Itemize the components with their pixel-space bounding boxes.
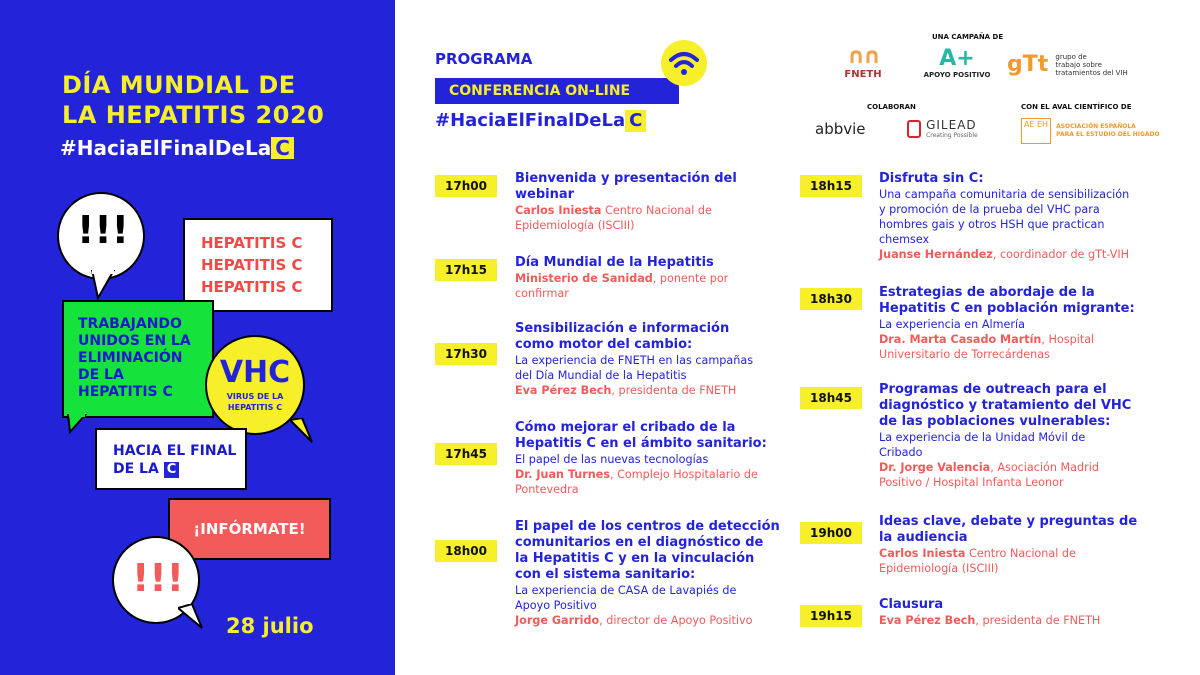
session-speaker: Jorge Garrido, director de Apoyo Positivo (515, 614, 753, 627)
session-speaker: Dra. Marta Casado Martín, Hospital Universitario de Torrecárdenas (879, 333, 1095, 361)
bubble-tail-icon (88, 270, 118, 300)
title-line-2: LA HEPATITIS 2020 (62, 101, 325, 129)
aeeh-text: ASOCIACIÓN ESPAÑOLA (1056, 123, 1136, 130)
session-time: 17h30 (435, 343, 497, 365)
session-time: 18h15 (800, 175, 862, 197)
programa-label: PROGRAMA (435, 50, 533, 68)
gtt-text: tratamientos del VIH (1055, 68, 1128, 77)
session-item (879, 285, 1169, 362)
session-item (515, 519, 790, 628)
hepatitis-c-line: HEPATITIS C (201, 278, 303, 296)
exclaim-bubble-top (57, 192, 145, 280)
session-title: Día Mundial de la Hepatitis (515, 255, 714, 270)
vhc-sub-line: VIRUS DE LA (226, 392, 284, 401)
hacia-final-card (95, 428, 247, 490)
bubble-tail-icon (178, 604, 204, 630)
session-time: 17h00 (435, 175, 497, 197)
hashtag-program-text: #HaciaElFinalDeLa (435, 110, 626, 131)
aeeh-text: PARA EL ESTUDIO DEL HÍGADO (1056, 131, 1160, 138)
gtt-text: grupo de (1055, 52, 1087, 61)
hacia-line-2: DE LA (113, 461, 159, 477)
session-title: Sensibilización e información como motor del cambio: (515, 321, 730, 352)
session-speaker: Dr. Jorge Valencia, Asociación Madrid Positivo / Hospital Infanta Leonor (879, 461, 1099, 489)
gilead-logo (907, 118, 978, 139)
gilead-mark-icon (907, 120, 921, 138)
session-time: 19h15 (800, 605, 862, 627)
gtt-text: trabajo sobre (1055, 60, 1102, 69)
session-title: Programas de outreach para el diagnóstico y tratamiento del VHC de las poblaciones vulnerables: (879, 382, 1132, 429)
session-item (515, 255, 780, 301)
session-item (879, 171, 1169, 262)
session-desc: La experiencia de FNETH en las campañas del Día Mundial de la Hepatitis (515, 354, 754, 382)
right-panel (395, 0, 1200, 675)
hashtag (60, 136, 294, 160)
session-title: Estrategias de abordaje de la Hepatitis C en población migrante: (879, 285, 1135, 316)
session-title: Disfruta sin C: (879, 171, 984, 186)
hacia-c: C (164, 462, 180, 478)
hepatitis-c-card (183, 218, 333, 312)
hashtag-program-c: C (625, 110, 646, 132)
hashtag-c: C (271, 137, 294, 159)
event-title (62, 70, 324, 130)
fneth-name: FNETH (844, 69, 882, 80)
vhc-sub-line: HEPATITIS C (227, 403, 283, 412)
session-item (879, 597, 1169, 628)
session-item (515, 420, 785, 497)
aval-label: CON EL AVAL CIENTÍFICO DE (1021, 103, 1132, 111)
session-item (879, 514, 1169, 576)
session-time: 17h15 (435, 259, 497, 281)
hepatitis-c-line: HEPATITIS C (201, 256, 303, 274)
trabajando-line: DE LA (78, 367, 124, 383)
session-speaker: Eva Pérez Bech, presidenta de FNETH (879, 614, 1101, 627)
session-time: 18h45 (800, 387, 862, 409)
hashtag-program (435, 110, 646, 132)
gtt-mark: gTt (1007, 52, 1049, 77)
session-item (879, 382, 1174, 490)
session-time: 19h00 (800, 522, 862, 544)
session-title: Clausura (879, 597, 944, 612)
session-desc: La experiencia en Almería (879, 318, 1025, 331)
session-speaker: Eva Pérez Bech, presidenta de FNETH (515, 384, 737, 397)
session-desc: La experiencia de la Unidad Móvil de Cribado (879, 431, 1086, 459)
exclaim-bottom: !!! (132, 556, 184, 600)
trabajando-line: HEPATITIS C (78, 384, 173, 400)
event-date: 28 julio (226, 614, 314, 638)
session-speaker: Ministerio de Sanidad, ponente por confirmar (515, 272, 729, 300)
campaign-label: UNA CAMPAÑA DE (932, 33, 1004, 41)
left-panel (0, 0, 395, 675)
session-time: 17h45 (435, 443, 497, 465)
session-time: 18h30 (800, 288, 862, 310)
exclaim-top: !!! (77, 208, 129, 252)
trabajando-line: TRABAJANDO (78, 316, 182, 332)
apoyo-positivo-logo (917, 46, 997, 79)
session-speaker: Carlos Iniesta Centro Nacional de Epidemiología (ISCIII) (515, 204, 712, 232)
hashtag-text: #HaciaElFinalDeLa (60, 136, 272, 160)
trabajando-card (62, 300, 214, 418)
session-title: Bienvenida y presentación del webinar (515, 171, 737, 202)
aeeh-logo (1021, 118, 1160, 144)
gilead-tagline: Creating Possible (926, 132, 978, 139)
gilead-name: GILEAD (926, 118, 977, 132)
session-speaker: Carlos Iniesta Centro Nacional de Epidemiología (ISCIII) (879, 547, 1076, 575)
fneth-logo (833, 44, 893, 80)
session-item (515, 171, 780, 233)
session-desc: La experiencia de CASA de Lavapiés de Apoyo Positivo (515, 584, 737, 612)
session-title: Ideas clave, debate y preguntas de la audiencia (879, 514, 1138, 545)
apoyo-mark-icon: A+ (939, 46, 975, 71)
wifi-icon (661, 40, 707, 86)
session-desc: Una campaña comunitaria de sensibilización y promoción de la prueba del VHC para hombres gais y otros HSH que practican chemsex (879, 188, 1130, 246)
fneth-mark-icon: ∩∩ (847, 44, 879, 69)
session-desc: El papel de las nuevas tecnologías (515, 453, 709, 466)
colaboran-label: COLABORAN (867, 103, 916, 111)
hacia-line-1: HACIA EL FINAL (113, 443, 237, 459)
session-title: El papel de los centros de detección comunitarios en el diagnóstico de la Hepatitis C y en la vinculación con el sistema sanitario: (515, 519, 780, 582)
informate-card (168, 498, 331, 560)
aeeh-mark: AE EH (1021, 118, 1051, 144)
bubble-tail-icon (290, 418, 314, 444)
trabajando-line: ELIMINACIÓN (78, 350, 183, 366)
bubble-tail-icon (66, 414, 90, 434)
informate-label: ¡INFÓRMATE! (193, 520, 306, 538)
abbvie-logo: abbvie (815, 120, 866, 138)
vhc-label: VHC (219, 355, 291, 390)
gtt-logo (1007, 52, 1128, 77)
session-speaker: Juanse Hernández, coordinador de gTt-VIH (879, 248, 1130, 261)
hepatitis-c-line: HEPATITIS C (201, 234, 303, 252)
conferencia-label: CONFERENCIA ON-LINE (435, 78, 679, 104)
session-item (515, 321, 785, 398)
session-time: 18h00 (435, 540, 497, 562)
apoyo-name: APOYO POSITIVO (923, 71, 991, 79)
title-line-1: DÍA MUNDIAL DE (62, 71, 296, 99)
trabajando-line: UNIDOS EN LA (78, 333, 191, 349)
session-title: Cómo mejorar el cribado de la Hepatitis C en el ámbito sanitario: (515, 420, 767, 451)
session-speaker: Dr. Juan Turnes, Complejo Hospitalario de Pontevedra (515, 468, 758, 496)
